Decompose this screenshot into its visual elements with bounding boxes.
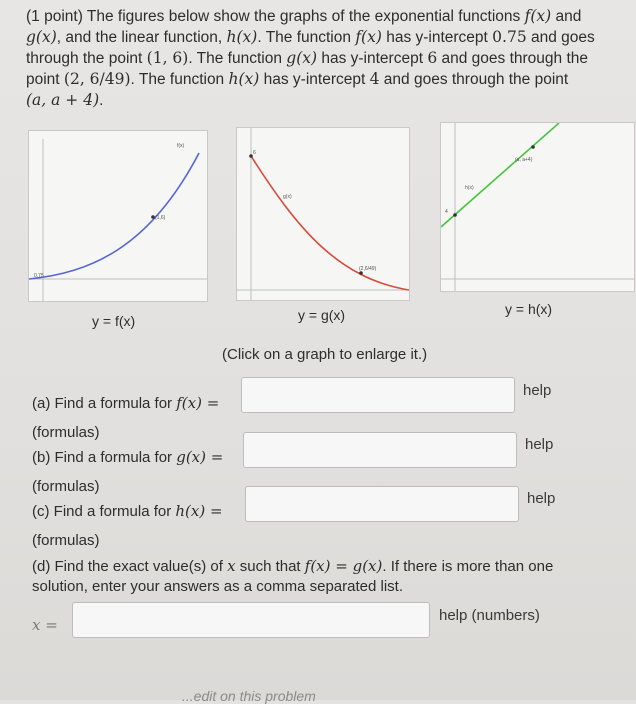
- help-numbers-link[interactable]: help (numbers): [439, 607, 540, 624]
- answer-x-input[interactable]: [72, 602, 430, 638]
- formulas-note-a[interactable]: (formulas): [32, 424, 100, 441]
- formulas-note-c[interactable]: (formulas): [32, 532, 100, 549]
- graph-h-point-label: (a, a+4): [515, 157, 533, 163]
- graph-g-point-label: (2,6/49): [359, 266, 377, 272]
- question-a-label: (a) Find a formula for f(x) =: [32, 394, 220, 412]
- graph-g-curve-label: g(x): [283, 194, 292, 200]
- help-link-b[interactable]: help: [525, 436, 554, 453]
- x-equals-label: x =: [32, 616, 58, 634]
- answer-g-input[interactable]: [243, 432, 517, 468]
- graph-f-curve-label: f(x): [177, 143, 185, 149]
- answer-h-input[interactable]: [245, 486, 519, 522]
- graph-f-thumbnail[interactable]: [28, 130, 208, 302]
- answer-f-input[interactable]: [241, 377, 515, 413]
- graph-g-caption: y = g(x): [298, 307, 346, 323]
- question-b-label: (b) Find a formula for g(x) =: [32, 448, 224, 466]
- graph-f-caption: y = f(x): [92, 313, 136, 329]
- graph-h-thumbnail[interactable]: [440, 122, 635, 292]
- formulas-note-b[interactable]: (formulas): [32, 478, 100, 495]
- question-d-label: (d) Find the exact value(s) of x such that f(x) = g(x). If there is more than one solution, enter your answers as a comma separated list.: [32, 557, 554, 595]
- graph-h-curve-label: h(x): [465, 185, 474, 191]
- graph-g-intercept-label: 6: [253, 150, 256, 156]
- graph-h-intercept-label: 4: [445, 209, 448, 215]
- problem-statement: (1 point) The figures below show the graphs of the exponential functions f(x) and g(x), and the linear function, h(x). The function f(x) has y-intercept 0.75 and goes through the point (1, 6). The function g(x) has y-intercept 6 and goes through the point (2, 6/49). The function h(x) has y-intercept 4 and goes through the point (a, a + 4).: [26, 7, 595, 109]
- graph-g-thumbnail[interactable]: [236, 127, 410, 301]
- enlarge-hint: (Click on a graph to enlarge it.): [222, 346, 428, 363]
- footer-link[interactable]: ...edit on this problem: [182, 688, 316, 704]
- help-link-a[interactable]: help: [523, 382, 552, 399]
- graph-h-caption: y = h(x): [505, 301, 553, 317]
- graph-f-point-label: (1,6): [155, 215, 166, 221]
- question-c-label: (c) Find a formula for h(x) =: [32, 502, 223, 520]
- help-link-c[interactable]: help: [527, 490, 556, 507]
- graph-f-intercept-label: 0.75: [34, 273, 44, 279]
